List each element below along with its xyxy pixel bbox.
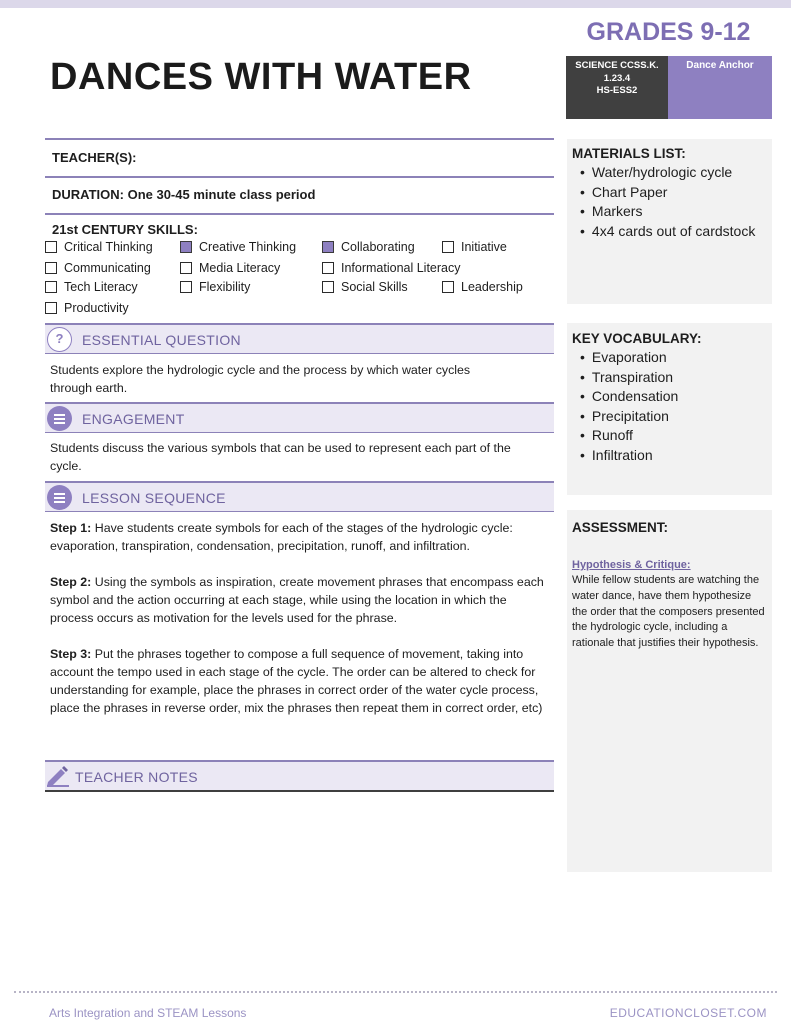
step-text: Using the symbols as inspiration, create movement phrases that encompass each symbol and the action occurring at each stage, while using the location in which the process occurs as motivation for the levels used for the phrase. [50, 575, 544, 625]
skill-media-literacy[interactable] [180, 261, 280, 275]
footer-divider [14, 991, 777, 993]
checkbox[interactable] [180, 262, 192, 274]
checkbox[interactable] [45, 262, 57, 274]
step-text: Put the phrases together to compose a full sequence of movement, taking into account the tempo used in each stage of the cycle. The order can be altered to check for understanding for example, place the phrases in correct order of the water cycle process, place the phrases in reverse order, mix the phrases then repeat them in correct order, etc) [50, 647, 543, 715]
section-title: LESSON SEQUENCE [82, 490, 226, 506]
list-item: • Precipitation [580, 407, 678, 427]
assessment-text: While fellow students are watching the water dance, have them hypothesize the order that the composers presented the hydrologic cycle, including a rationale that justifies their hypothesis. [572, 574, 765, 650]
skill-label: Initiative [461, 240, 507, 254]
engagement-header [45, 402, 554, 433]
checkbox[interactable] [442, 281, 454, 293]
anchor-box: Dance Anchor [668, 56, 772, 119]
page-title: DANCES WITH WATER [50, 56, 472, 98]
skill-label: Collaborating [341, 240, 415, 254]
checkbox[interactable] [45, 281, 57, 293]
standards-box [566, 56, 668, 119]
skill-tech-literacy[interactable] [45, 280, 138, 294]
skill-social-skills[interactable] [322, 280, 408, 294]
essential-question-text: Students explore the hydrologic cycle and the process by which water cycles through earth. [50, 363, 471, 395]
essential-question-header [45, 323, 554, 354]
teacher-notes-header [45, 760, 554, 791]
skill-label: Productivity [64, 301, 129, 315]
divider [45, 790, 554, 792]
section-title: ENGAGEMENT [82, 411, 185, 427]
skill-label: Leadership [461, 280, 523, 294]
skill-informational-literacy[interactable] [322, 261, 461, 275]
top-accent-bar [0, 0, 791, 8]
vocabulary-list [580, 348, 678, 465]
skill-label: Tech Literacy [64, 280, 138, 294]
skill-creative-thinking[interactable] [180, 240, 296, 254]
step-text: Have students create symbols for each of the stages of the hydrologic cycle: evaporation, transpiration, condensation, precipitation, runoff, and infiltration. [50, 521, 513, 553]
list-item: • Runoff [580, 426, 678, 446]
standard-line: 1.23.4 [603, 72, 631, 84]
skill-label: Critical Thinking [64, 240, 153, 254]
checkbox[interactable] [45, 241, 57, 253]
skill-label: Media Literacy [199, 261, 281, 275]
list-item: • Evaporation [580, 348, 678, 368]
assessment-subtitle: Hypothesis & Critique: [572, 559, 691, 571]
skill-label: Informational Literacy [341, 261, 461, 275]
skill-critical-thinking[interactable] [45, 240, 153, 254]
lesson-step-2 [50, 573, 550, 627]
checkbox-checked[interactable] [322, 241, 334, 253]
list-item: • Chart Paper [580, 183, 755, 203]
standard-line: HS-ESS2 [596, 85, 638, 96]
skill-leadership[interactable] [442, 280, 523, 294]
checkbox[interactable] [322, 281, 334, 293]
skill-initiative[interactable] [442, 240, 507, 254]
step-label: Step 3: [50, 647, 92, 661]
checkbox[interactable] [322, 262, 334, 274]
vocabulary-box [567, 323, 772, 495]
divider [45, 176, 554, 178]
checkbox[interactable] [45, 302, 57, 314]
checkbox-checked[interactable] [180, 241, 192, 253]
skill-flexibility[interactable] [180, 280, 250, 294]
divider [45, 213, 554, 215]
list-item: • 4x4 cards out of cardstock [580, 222, 755, 242]
materials-box [567, 139, 772, 304]
standard-line: SCIENCE CCSS.K. [575, 60, 659, 71]
checkbox[interactable] [180, 281, 192, 293]
duration-label: DURATION: One 30-45 minute class period [52, 187, 316, 202]
divider [45, 138, 554, 140]
skill-label: Social Skills [341, 280, 408, 294]
vocabulary-title: KEY VOCABULARY: [572, 331, 702, 346]
checkbox[interactable] [442, 241, 454, 253]
section-title: ESSENTIAL QUESTION [82, 332, 241, 348]
list-item: • Transpiration [580, 368, 678, 388]
engagement-text: Students discuss the various symbols that can be used to represent each part of the cycle. [50, 441, 511, 473]
skill-label: Creative Thinking [199, 240, 297, 254]
list-icon [47, 406, 72, 431]
list-item: • Condensation [580, 387, 678, 407]
lesson-step-1 [50, 519, 550, 555]
lesson-step-3 [50, 645, 550, 717]
skill-collaborating[interactable] [322, 240, 415, 254]
step-label: Step 1: [50, 521, 92, 535]
section-title: TEACHER NOTES [75, 769, 198, 785]
lesson-sequence-header [45, 481, 554, 512]
list-item: • Water/hydrologic cycle [580, 163, 755, 183]
grade-level: GRADES 9-12 [586, 18, 751, 46]
skills-title: 21st CENTURY SKILLS: [52, 222, 198, 237]
skill-communicating[interactable] [45, 261, 151, 275]
materials-title: MATERIALS LIST: [572, 146, 686, 161]
skill-productivity[interactable] [45, 301, 129, 315]
assessment-box [567, 510, 772, 872]
question-icon: ? [47, 327, 72, 352]
footer-website[interactable]: EDUCATIONCLOSET.COM [609, 1006, 767, 1020]
pen-icon [45, 765, 73, 787]
teacher-label: TEACHER(S): [52, 150, 137, 165]
skill-label: Communicating [64, 261, 151, 275]
list-item: • Markers [580, 202, 755, 222]
step-label: Step 2: [50, 575, 92, 589]
list-icon [47, 485, 72, 510]
list-item: • Infiltration [580, 446, 678, 466]
footer-tagline: Arts Integration and STEAM Lessons [49, 1006, 247, 1020]
assessment-title: ASSESSMENT: [572, 520, 669, 535]
skill-label: Flexibility [199, 280, 251, 294]
materials-list [580, 163, 755, 241]
